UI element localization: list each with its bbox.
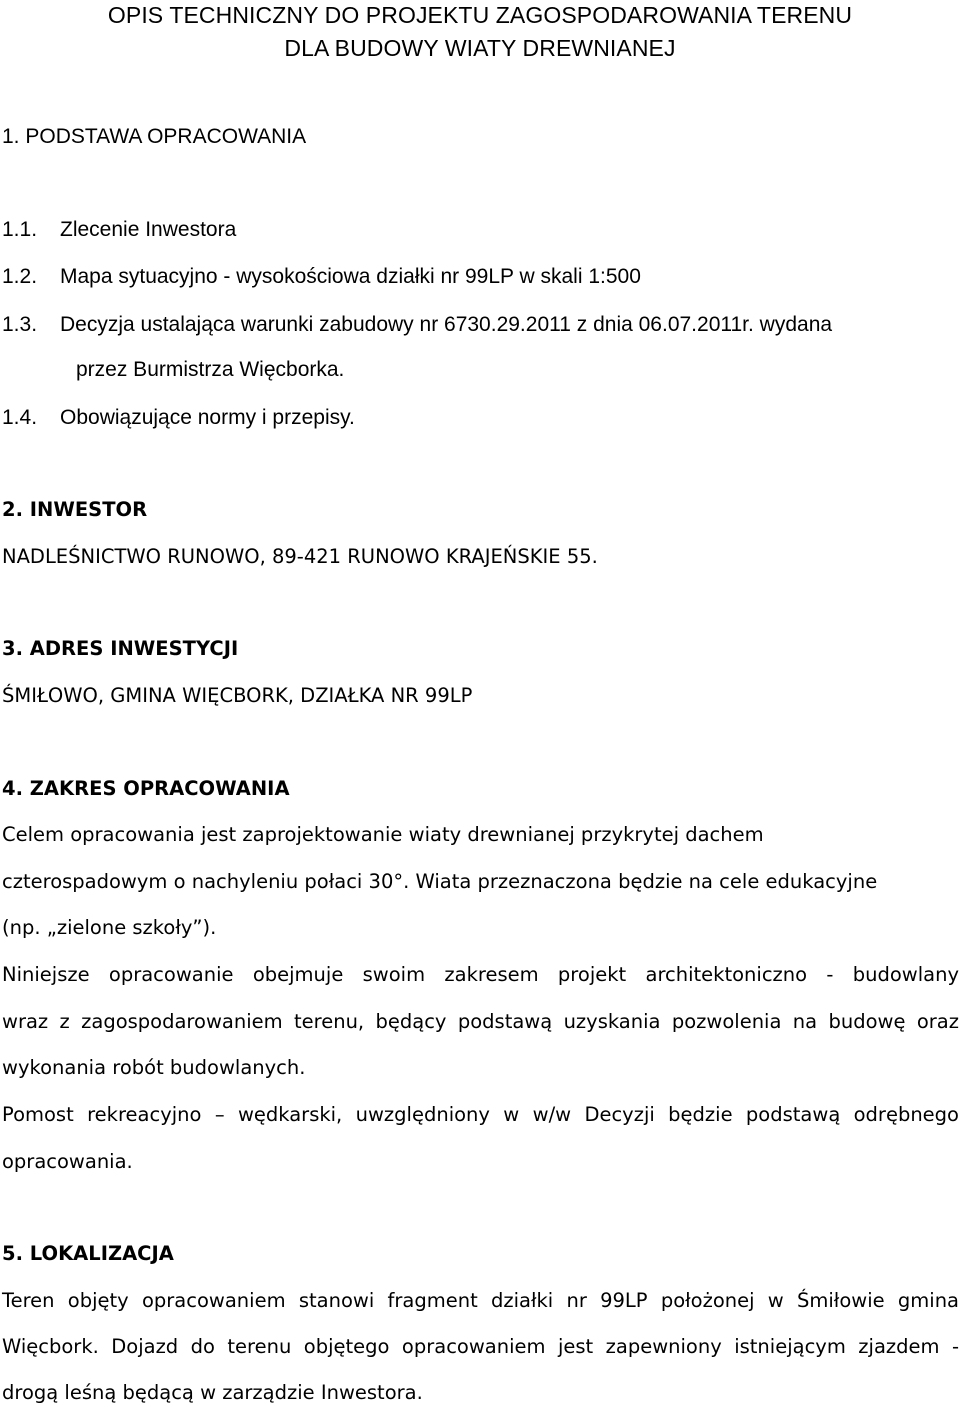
document-title-line-1: OPIS TECHNICZNY DO PROJEKTU ZAGOSPODAROWANIA TERENU: [107, 2, 853, 28]
list-text: Mapa sytuacyjno - wysokościowa działki nr 99LP w skali 1:500: [60, 265, 641, 288]
paragraph-line: (np. „zielone szkoły”).: [2, 916, 217, 939]
section-5-heading: 5. LOKALIZACJA: [2, 1242, 174, 1265]
paragraph-line: wraz z zagospodarowaniem terenu, będący podstawą uzyskania pozwolenia na budowę oraz: [2, 1010, 959, 1033]
list-item-1-2: [2, 263, 641, 291]
list-item-1-3-continuation: przez Burmistrza Więcborka.: [76, 358, 345, 381]
investor-text: NADLEŚNICTWO RUNOWO, 89-421 RUNOWO KRAJEŃSKIE 55.: [2, 545, 598, 568]
list-item-1-4: [2, 404, 355, 432]
paragraph-line: Pomost rekreacyjno – wędkarski, uwzględniony w w/w Decyzji będzie podstawą odrębnego: [2, 1103, 959, 1126]
list-number: 1.1.: [2, 218, 38, 241]
section-1-heading: 1. PODSTAWA OPRACOWANIA: [2, 125, 307, 148]
list-text: Obowiązujące normy i przepisy.: [60, 406, 355, 429]
section-3-heading: 3. ADRES INWESTYCJI: [2, 637, 239, 660]
section-4-heading: 4. ZAKRES OPRACOWANIA: [2, 777, 290, 800]
list-item-1-1: [2, 216, 236, 244]
paragraph-line: Teren objęty opracowaniem stanowi fragment działki nr 99LP położonej w Śmiłowie gmina: [2, 1289, 959, 1312]
list-item-1-3: [2, 311, 832, 339]
list-text: Zlecenie Inwestora: [60, 218, 237, 241]
section-2-heading: 2. INWESTOR: [2, 498, 148, 521]
document-title-line-2: DLA BUDOWY WIATY DREWNIANEJ: [284, 35, 676, 61]
list-number: 1.4.: [2, 406, 38, 429]
paragraph-line: opracowania.: [2, 1150, 133, 1173]
paragraph-line: wykonania robót budowlanych.: [2, 1056, 306, 1079]
list-text: Decyzja ustalająca warunki zabudowy nr 6730.29.2011 z dnia 06.07.2011r. wydana: [60, 313, 833, 336]
list-number: 1.3.: [2, 313, 38, 336]
paragraph-line: Więcbork. Dojazd do terenu objętego opracowaniem jest zapewniony istniejącym zjazdem -: [2, 1335, 959, 1358]
paragraph-line: czterospadowym o nachyleniu połaci 30°. Wiata przeznaczona będzie na cele edukacyjne: [2, 870, 878, 893]
paragraph-line: Celem opracowania jest zaprojektowanie wiaty drewnianej przykrytej dachem: [2, 823, 764, 846]
paragraph-line: Niniejsze opracowanie obejmuje swoim zakresem projekt architektoniczno - budowlany: [2, 963, 959, 986]
investment-address-text: ŚMIŁOWO, GMINA WIĘCBORK, DZIAŁKA NR 99LP: [2, 684, 473, 707]
list-number: 1.2.: [2, 265, 38, 288]
paragraph-line: drogą leśną będącą w zarządzie Inwestora.: [2, 1381, 423, 1404]
